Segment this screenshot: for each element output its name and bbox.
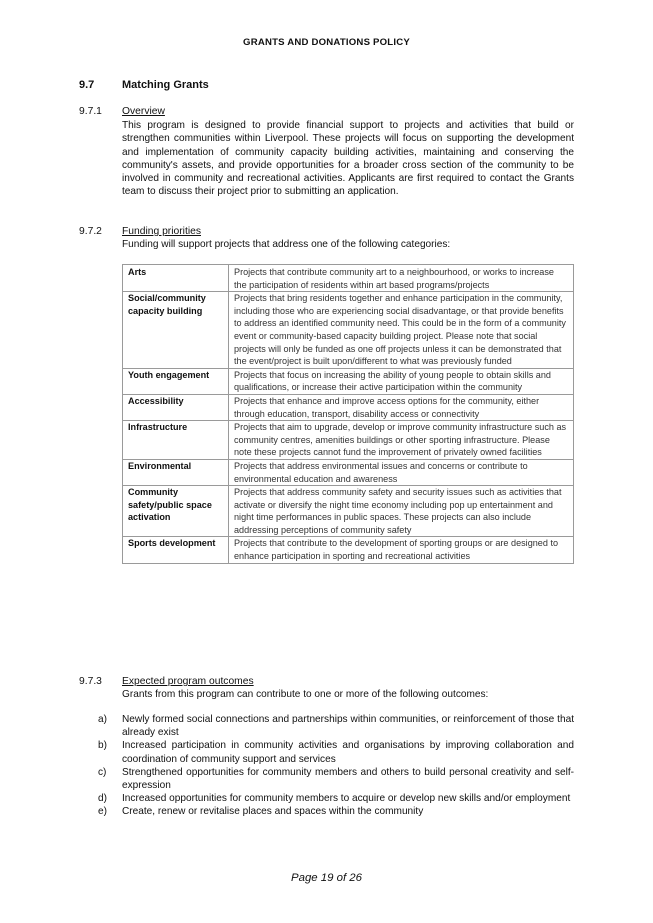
category-name: Youth engagement xyxy=(123,368,229,394)
category-name: Environmental xyxy=(123,459,229,485)
category-description: Projects that enhance and improve access options for the community, either through education, transport, disability access or connectivity xyxy=(229,394,574,420)
table-row xyxy=(123,486,574,537)
list-item-text: Strengthened opportunities for community members and others to build personal creativity and self-expression xyxy=(122,766,574,792)
funding-intro: Funding will support projects that address one of the following categories: xyxy=(122,239,451,250)
overview-text: This program is designed to provide financial support to projects and activities that build or strengthen communities within Liverpool. These projects will focus on supporting the development and implementation of community capacity building activities, maintaining and conserving the community's assets, and provide opportunities for a broader cross section of the community to be involved in community and recreational activities. Applicants are first required to contact the Grants team to discuss their project prior to submitting an application. xyxy=(122,120,574,198)
list-item xyxy=(98,739,574,765)
outcomes-list xyxy=(98,713,574,819)
section-title: Matching Grants xyxy=(122,79,209,91)
category-description: Projects that contribute to the development of sporting groups or are designed to enhance participation in sporting and recreational activities xyxy=(229,537,574,563)
category-name: Sports development xyxy=(123,537,229,563)
outcomes-intro: Grants from this program can contribute to one or more of the following outcomes: xyxy=(122,689,489,700)
table-row xyxy=(123,421,574,460)
category-name: Social/community capacity building xyxy=(123,292,229,369)
category-description: Projects that contribute community art to a neighbourhood, or works to increase the participation of residents within art based programs/projects xyxy=(229,265,574,292)
table-row xyxy=(123,265,574,292)
list-item-text: Increased participation in community activities and organisations by improving collaboration and coordination of community support and services xyxy=(122,740,574,765)
list-item-label: c) xyxy=(98,766,107,778)
list-item xyxy=(98,792,574,805)
funding-number: 9.7.2 xyxy=(79,226,102,237)
list-item-text: Increased opportunities for community members to acquire or develop new skills and/or employment xyxy=(122,793,571,805)
page-number: Page 19 of 26 xyxy=(291,872,362,884)
list-item xyxy=(98,805,574,818)
list-item-text: Newly formed social connections and partnerships within communities, or reinforcement of those that already exist xyxy=(122,714,574,739)
document-header: GRANTS AND DONATIONS POLICY xyxy=(243,37,410,48)
table-row xyxy=(123,537,574,563)
table-row xyxy=(123,394,574,420)
table-row xyxy=(123,292,574,369)
list-item-label: b) xyxy=(98,740,107,752)
category-name: Community safety/public space activation xyxy=(123,486,229,537)
funding-title: Funding priorities xyxy=(122,226,201,237)
category-description: Projects that address environmental issues and concerns or contribute to environmental education and awareness xyxy=(229,459,574,485)
category-description: Projects that bring residents together and enhance participation in the community, including those who are experiencing social disadvantage, or that provide benefits to address an identified community need. This could be in the form of a community event or community-based capacity building project. Please note that social projects will only be funded as one off projects unless it can be demonstrated that the event/project is built upon/different to what was previously funded xyxy=(229,292,574,369)
category-name: Infrastructure xyxy=(123,421,229,460)
table-row xyxy=(123,459,574,485)
list-item xyxy=(98,713,574,739)
category-name: Accessibility xyxy=(123,394,229,420)
list-item-label: a) xyxy=(98,714,107,725)
list-item-label: e) xyxy=(98,806,107,818)
outcomes-title: Expected program outcomes xyxy=(122,676,254,687)
list-item-text: Create, renew or revitalise places and spaces within the community xyxy=(122,806,424,818)
category-description: Projects that focus on increasing the ability of young people to obtain skills and qualifications, or increase their active participation within the community xyxy=(229,368,574,394)
outcomes-number: 9.7.3 xyxy=(79,676,102,687)
section-number: 9.7 xyxy=(79,79,95,91)
overview-number: 9.7.1 xyxy=(79,106,102,117)
overview-title: Overview xyxy=(122,106,165,117)
category-name: Arts xyxy=(123,265,229,292)
category-description: Projects that aim to upgrade, develop or improve community infrastructure such as community centres, amenities buildings or other sporting infrastructure. Please note these projects cannot fund the improvement of privately owned facilities xyxy=(229,421,574,460)
category-description: Projects that address community safety and security issues such as activities that activate or diversify the night time economy including pop up entertainment and night time performances in public spaces. These projects can also include addressing perceptions of community safety xyxy=(229,486,574,537)
funding-categories-table xyxy=(122,264,574,564)
list-item xyxy=(98,766,574,792)
table-row xyxy=(123,368,574,394)
list-item-label: d) xyxy=(98,793,107,805)
